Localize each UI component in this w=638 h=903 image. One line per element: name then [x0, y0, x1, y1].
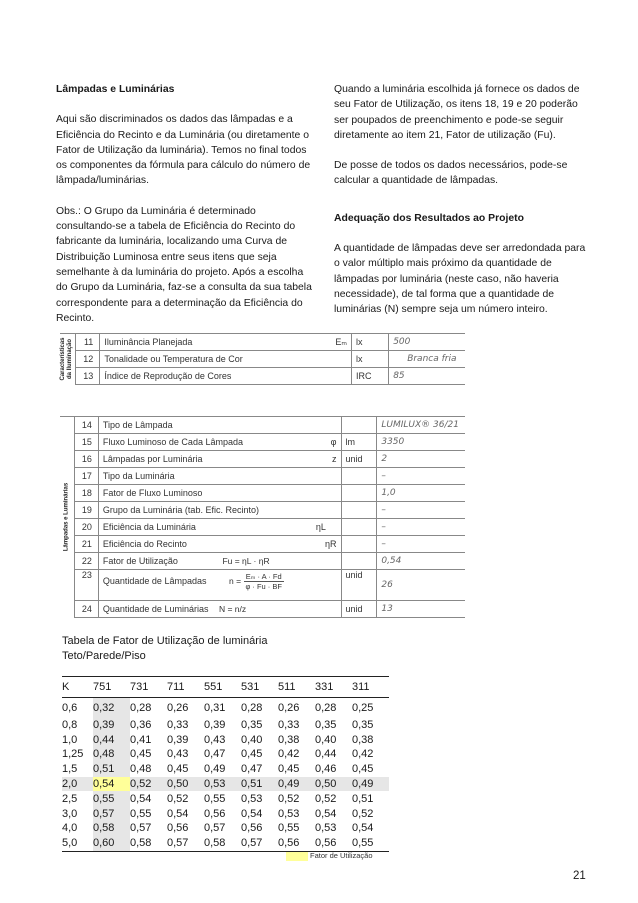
row-description: Iluminância Planejada	[100, 334, 321, 351]
factor-cell: 0,45	[241, 748, 263, 761]
factor-cell: 0,57	[241, 836, 278, 851]
row-description: Eficiência da Luminária	[98, 519, 311, 536]
factor-cell: 0,52	[278, 792, 300, 805]
row-description: Índice de Reprodução de Cores	[100, 368, 321, 385]
row-value: Branca fria	[389, 351, 465, 368]
k-value-cell: 3,0	[62, 807, 78, 820]
factor-cell: 0,39	[93, 718, 130, 733]
row-symbol: ηR	[312, 536, 341, 553]
factor-cell: 0,58	[130, 836, 167, 851]
factor-cell: 0,45	[352, 763, 374, 776]
row-symbol: z	[312, 451, 341, 468]
row-number: 17	[75, 468, 99, 485]
row-symbol: ηL	[312, 519, 341, 536]
table-row	[62, 732, 389, 747]
factor-cell: 0,50	[167, 777, 204, 792]
column-header: 551	[204, 677, 241, 698]
factor-cell: 0,56	[204, 807, 226, 820]
k-value-cell: 2,0	[62, 777, 93, 792]
row-symbol	[312, 468, 341, 485]
factor-cell: 0,28	[241, 701, 263, 714]
factor-cell: 0,42	[352, 748, 374, 761]
factor-cell: 0,36	[130, 718, 152, 731]
table-row	[62, 777, 389, 792]
factor-cell: 0,54	[93, 777, 130, 792]
paragraph: Quando a luminária escolhida já fornece os dados de seu Fator de Utilização, os itens 18, 19 e 20 poderão ser poupados de preenchimento e pode-se seguir diretamente ao item 21, Fator de utilização (Fu).	[334, 84, 580, 141]
row-unit: unid	[341, 601, 377, 618]
paragraph: Obs.: O Grupo da Luminária é determinado consultando-se a tabela de Eficiência do Recinto do fabricante da luminária, localizando uma Curva de Distribuição Luminosa entre seus itens que seja semelhante à da luminária do projeto. Após a escolha do Grupo da Luminária, faz-se a consulta da sua tabela correspondente para a determinação da Eficiência do Recinto.	[56, 205, 312, 324]
factor-cell: 0,58	[93, 821, 130, 836]
row-unit	[341, 502, 377, 519]
factor-cell: 0,54	[130, 792, 152, 805]
row-unit	[341, 417, 377, 434]
row-number: 11	[75, 334, 99, 351]
row-number: 12	[75, 351, 99, 368]
factor-cell: 0,55	[93, 791, 130, 806]
factor-cell: 0,56	[315, 836, 352, 851]
table-row	[62, 762, 389, 777]
factor-cell: 0,32	[93, 698, 130, 718]
k-value-cell: 0,8	[62, 718, 78, 731]
legend-swatch	[286, 852, 308, 861]
row-symbol	[312, 485, 341, 502]
k-value-cell: 4,0	[62, 822, 78, 835]
paragraph: Aqui são discriminados os dados das lâmpadas e a Eficiência do Recinto e da Luminária (ou diretamente o Fator de Utilização da luminária). Temos no final todos os componentes da fórmula para cálculo do número de lâmpada/luminárias.	[56, 114, 311, 187]
row-value: 500	[389, 334, 465, 351]
row-number: 22	[75, 553, 99, 570]
row-description: Grupo da Luminária (tab. Efic. Recinto)	[98, 502, 311, 519]
row-description: Fator de Utilização Fu = ηL · ηR	[98, 553, 341, 570]
row-value: –	[377, 519, 465, 536]
factor-cell: 0,56	[167, 822, 189, 835]
table-row	[62, 747, 389, 762]
row-description: Quantidade de Luminárias N = n/z	[98, 601, 341, 618]
factor-cell: 0,54	[167, 807, 189, 820]
k-value-cell: 1,25	[62, 748, 84, 761]
formula-n: n = $\frac{\text{Eₘ · A · Fd}}{\varphi \cdot Fu \cdot BF}$	[229, 572, 282, 591]
factor-cell: 0,48	[93, 747, 130, 762]
column-header: 731	[130, 677, 167, 698]
factor-cell: 0,54	[241, 807, 263, 820]
utilization-table-title: Tabela de Fator de Utilização de luminária Teto/Parede/Piso	[62, 635, 268, 662]
factor-cell: 0,57	[204, 822, 226, 835]
table-row	[62, 836, 389, 851]
factor-cell: 0,53	[241, 792, 263, 805]
row-unit: unid	[341, 451, 377, 468]
row-description: Tipo de Lâmpada	[98, 417, 311, 434]
factor-cell: 0,41	[130, 733, 152, 746]
factor-cell: 0,53	[278, 807, 300, 820]
factor-cell: 0,51	[352, 792, 374, 805]
right-column	[334, 82, 590, 333]
factor-cell: 0,42	[278, 748, 300, 761]
row-symbol	[312, 417, 341, 434]
factor-cell: 0,35	[241, 718, 263, 731]
row-value: 2	[377, 451, 465, 468]
row-value: –	[377, 468, 465, 485]
factor-cell: 0,57	[93, 806, 130, 821]
factor-cell: 0,39	[204, 718, 226, 731]
row-number: 24	[75, 601, 99, 618]
factor-cell: 0,45	[278, 763, 300, 776]
side-label: Lâmpadas e Luminárias	[60, 417, 75, 618]
factor-cell: 0,60	[93, 836, 130, 851]
factor-cell: 0,57	[130, 822, 152, 835]
factor-cell: 0,54	[352, 822, 374, 835]
section-heading-results: Adequação dos Resultados ao Projeto	[334, 212, 524, 224]
legend	[286, 851, 373, 861]
row-number: 21	[75, 536, 99, 553]
row-description: Fator de Fluxo Luminoso	[98, 485, 311, 502]
factor-cell: 0,28	[130, 701, 152, 714]
factor-cell: 0,50	[315, 777, 352, 792]
column-header: 531	[241, 677, 278, 698]
row-unit	[341, 536, 377, 553]
factor-cell: 0,58	[204, 836, 241, 851]
factor-cell: 0,33	[167, 718, 189, 731]
row-number: 16	[75, 451, 99, 468]
factor-cell: 0,51	[93, 762, 130, 777]
column-header: 751	[93, 677, 130, 698]
row-number: 20	[75, 519, 99, 536]
paragraph: De posse de todos os dados necessários, pode-se calcular a quantidade de lâmpadas.	[334, 160, 568, 187]
row-value: 3350	[377, 434, 465, 451]
row-description: Quantidade de Lâmpadas n = $\frac{\text{Eₘ · A · Fd}}{\varphi \cdot Fu \cdot BF}$	[98, 570, 341, 601]
row-value: 85	[389, 368, 465, 385]
factor-cell: 0,51	[241, 777, 278, 792]
factor-cell: 0,33	[278, 718, 300, 731]
factor-cell: 0,52	[167, 792, 189, 805]
row-description: Lâmpadas por Luminária	[98, 451, 311, 468]
factor-cell: 0,55	[278, 822, 300, 835]
left-column	[56, 82, 312, 341]
factor-cell: 0,25	[352, 701, 374, 714]
k-value-cell: 2,5	[62, 792, 78, 805]
row-description: Eficiência do Recinto	[98, 536, 311, 553]
factor-cell: 0,53	[315, 822, 337, 835]
row-unit	[341, 485, 377, 502]
factor-cell: 0,40	[315, 733, 337, 746]
factor-cell: 0,52	[130, 777, 167, 792]
factor-cell: 0,31	[204, 701, 226, 714]
row-unit: IRC	[352, 368, 389, 385]
row-value: –	[377, 502, 465, 519]
row-value: LUMILUX® 36/21	[377, 417, 465, 434]
k-value-cell: 1,5	[62, 763, 78, 776]
utilization-table	[62, 676, 389, 852]
factor-cell: 0,40	[241, 733, 263, 746]
row-value: 0,54	[377, 553, 465, 570]
row-symbol: φ	[312, 434, 341, 451]
row-symbol	[321, 351, 351, 368]
factor-cell: 0,46	[315, 763, 337, 776]
factor-cell: 0,44	[315, 748, 337, 761]
factor-cell: 0,49	[204, 763, 226, 776]
row-description: Tipo da Luminária	[98, 468, 311, 485]
factor-cell: 0,49	[278, 777, 315, 792]
row-unit	[341, 468, 377, 485]
k-value-cell: 1,0	[62, 733, 78, 746]
row-unit	[341, 553, 377, 570]
row-number: 15	[75, 434, 99, 451]
legend-label: Fator de Utilização	[310, 851, 373, 860]
row-description: Tonalidade ou Temperatura de Cor	[100, 351, 321, 368]
factor-cell: 0,49	[352, 777, 389, 792]
utilization-table-body	[62, 698, 389, 852]
table-row	[62, 718, 389, 733]
factor-cell: 0,26	[167, 701, 189, 714]
row-unit: unid	[341, 570, 377, 601]
column-header: 331	[315, 677, 352, 698]
factor-cell: 0,48	[130, 763, 152, 776]
factor-cell: 0,53	[204, 777, 241, 792]
k-value-cell: 5,0	[62, 836, 93, 851]
lamps-table	[60, 416, 465, 618]
row-description: Fluxo Luminoso de Cada Lâmpada	[98, 434, 311, 451]
factor-cell: 0,47	[204, 748, 226, 761]
table-row	[62, 698, 389, 718]
section-heading-lamps: Lâmpadas e Luminárias	[56, 84, 175, 95]
row-unit: lm	[341, 434, 377, 451]
factor-cell: 0,52	[352, 807, 374, 820]
column-header: 511	[278, 677, 315, 698]
factor-cell: 0,35	[315, 718, 337, 731]
factor-cell: 0,43	[204, 733, 226, 746]
factor-cell: 0,28	[315, 701, 337, 714]
row-number: 23	[75, 570, 99, 601]
column-header: K	[62, 677, 93, 698]
table-row	[62, 791, 389, 806]
row-symbol	[312, 502, 341, 519]
factor-cell: 0,45	[130, 748, 152, 761]
factor-cell: 0,47	[241, 763, 263, 776]
factor-cell: 0,43	[167, 748, 189, 761]
factor-cell: 0,38	[278, 733, 300, 746]
formula-fu: Fu = ηL · ηR	[222, 556, 270, 566]
factor-cell: 0,26	[278, 701, 300, 714]
factor-cell: 0,38	[352, 733, 374, 746]
factor-cell: 0,56	[241, 822, 263, 835]
row-number: 14	[75, 417, 99, 434]
row-number: 19	[75, 502, 99, 519]
factor-cell: 0,39	[167, 733, 189, 746]
row-unit: lx	[352, 334, 389, 351]
factor-cell: 0,55	[352, 836, 389, 851]
row-symbol	[321, 368, 351, 385]
row-symbol: Eₘ	[321, 334, 351, 351]
page-number: 21	[573, 870, 586, 882]
row-unit	[341, 519, 377, 536]
factor-cell: 0,55	[204, 792, 226, 805]
factor-cell: 0,35	[352, 718, 374, 731]
factor-cell: 0,54	[315, 807, 337, 820]
column-header: 711	[167, 677, 204, 698]
row-value: 1,0	[377, 485, 465, 502]
column-header: 311	[352, 677, 389, 698]
row-number: 18	[75, 485, 99, 502]
formula-N: N = n/z	[218, 604, 247, 614]
row-unit: lx	[352, 351, 389, 368]
factor-cell: 0,52	[315, 792, 337, 805]
row-value: 26	[377, 570, 465, 601]
factor-cell: 0,55	[130, 807, 152, 820]
factor-cell: 0,45	[167, 763, 189, 776]
k-value-cell: 0,6	[62, 701, 78, 714]
table-row	[62, 806, 389, 821]
paragraph: A quantidade de lâmpadas deve ser arredondada para o valor múltiplo mais próximo da quantidade de lâmpadas por luminária (neste caso, não haveria necessidade), de tal forma que a quantidade de luminárias (N) sempre seja um número inteiro.	[334, 243, 586, 316]
table-row	[62, 821, 389, 836]
row-value: –	[377, 536, 465, 553]
factor-cell: 0,56	[278, 836, 315, 851]
table-header-row	[62, 677, 389, 698]
row-number: 13	[75, 368, 99, 385]
factor-cell: 0,44	[93, 732, 130, 747]
factor-cell: 0,57	[167, 836, 204, 851]
side-label: Características da Iluminação	[60, 334, 75, 385]
characteristics-table	[60, 333, 465, 385]
row-value: 13	[377, 601, 465, 618]
